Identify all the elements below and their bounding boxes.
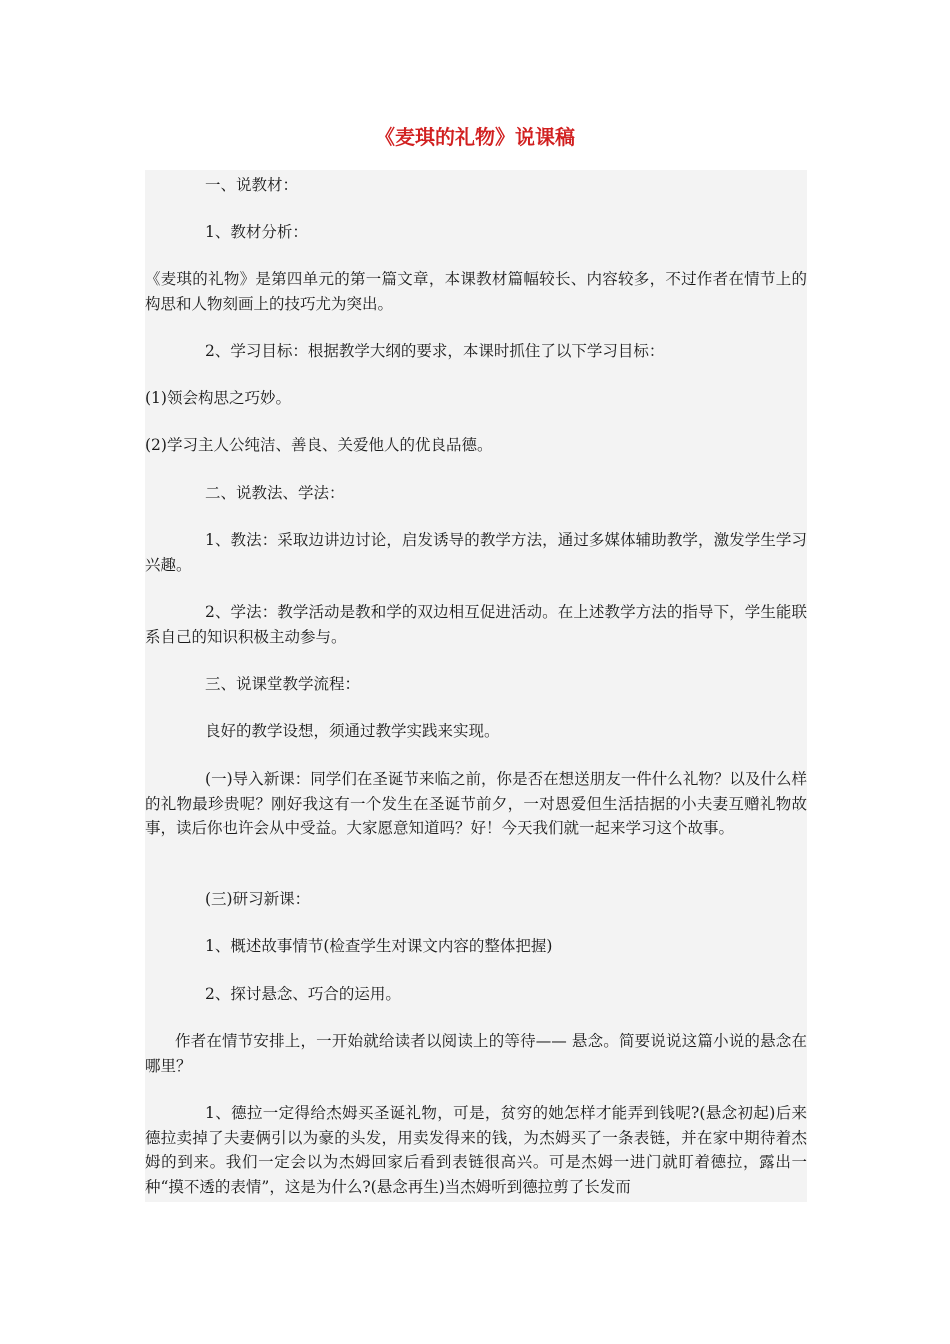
page-title: 《麦琪的礼物》说课稿: [375, 125, 575, 149]
paragraph: 作者在情节安排上，一开始就给读者以阅读上的等待—— 悬念。简要说说这篇小说的悬念在哪里？: [145, 1032, 807, 1075]
paragraph: 1、德拉一定得给杰姆买圣诞礼物，可是，贫穷的她怎样才能弄到钱呢?(悬念初起)后来德拉卖掉了夫妻俩引以为豪的头发，用卖发得来的钱，为杰姆买了一条表链，并在家中期待着杰姆的到来。我们一定会以为杰姆回家后看到表链很高兴。可是杰姆一进门就盯着德拉，露出一种“摸不透的表情”，这是为什么?(悬念再生)当杰姆听到德拉剪了长发而: [145, 1104, 807, 1196]
paragraph: 1、概述故事情节(检查学生对课文内容的整体把握): [205, 937, 553, 955]
paragraph: 《麦琪的礼物》是第四单元的第一篇文章，本课教材篇幅较长、内容较多，不过作者在情节上的构思和人物刻画上的技巧尤为突出。: [145, 270, 807, 313]
subheading-new-lesson: (三)研习新课：: [205, 890, 311, 908]
paragraph: 2、探讨悬念、巧合的运用。: [205, 985, 401, 1003]
section-heading-1: 一、说教材：: [205, 176, 299, 194]
subheading-analysis: 1、教材分析：: [205, 223, 308, 241]
document-body: [145, 170, 807, 1202]
paragraph: 1、教法：采取边讲边讨论，启发诱导的教学方法，通过多媒体辅助教学，激发学生学习兴趣。: [145, 531, 807, 574]
paragraph: 良好的教学设想，须通过教学实践来实现。: [205, 722, 500, 740]
goal-item: (1)领会构思之巧妙。: [145, 389, 291, 407]
paragraph: 2、学法：教学活动是教和学的双边相互促进活动。在上述教学方法的指导下，学生能联系自己的知识积极主动参与。: [145, 603, 807, 646]
section-heading-3: 三、说课堂教学流程：: [205, 675, 361, 693]
section-heading-2: 二、说教法、学法：: [205, 484, 345, 502]
paragraph: (一)导入新课：同学们在圣诞节来临之前，你是否在想送朋友一件什么礼物？以及什么样的礼物最珍贵呢？刚好我这有一个发生在圣诞节前夕，一对恩爱但生活拮据的小夫妻互赠礼物故事，读后你也许会从中受益。大家愿意知道吗？好！今天我们就一起来学习这个故事。: [145, 770, 807, 837]
subheading-goals: 2、学习目标：根据教学大纲的要求，本课时抓住了以下学习目标：: [205, 342, 665, 360]
goal-item: (2)学习主人公纯洁、善良、关爱他人的优良品德。: [145, 436, 493, 454]
